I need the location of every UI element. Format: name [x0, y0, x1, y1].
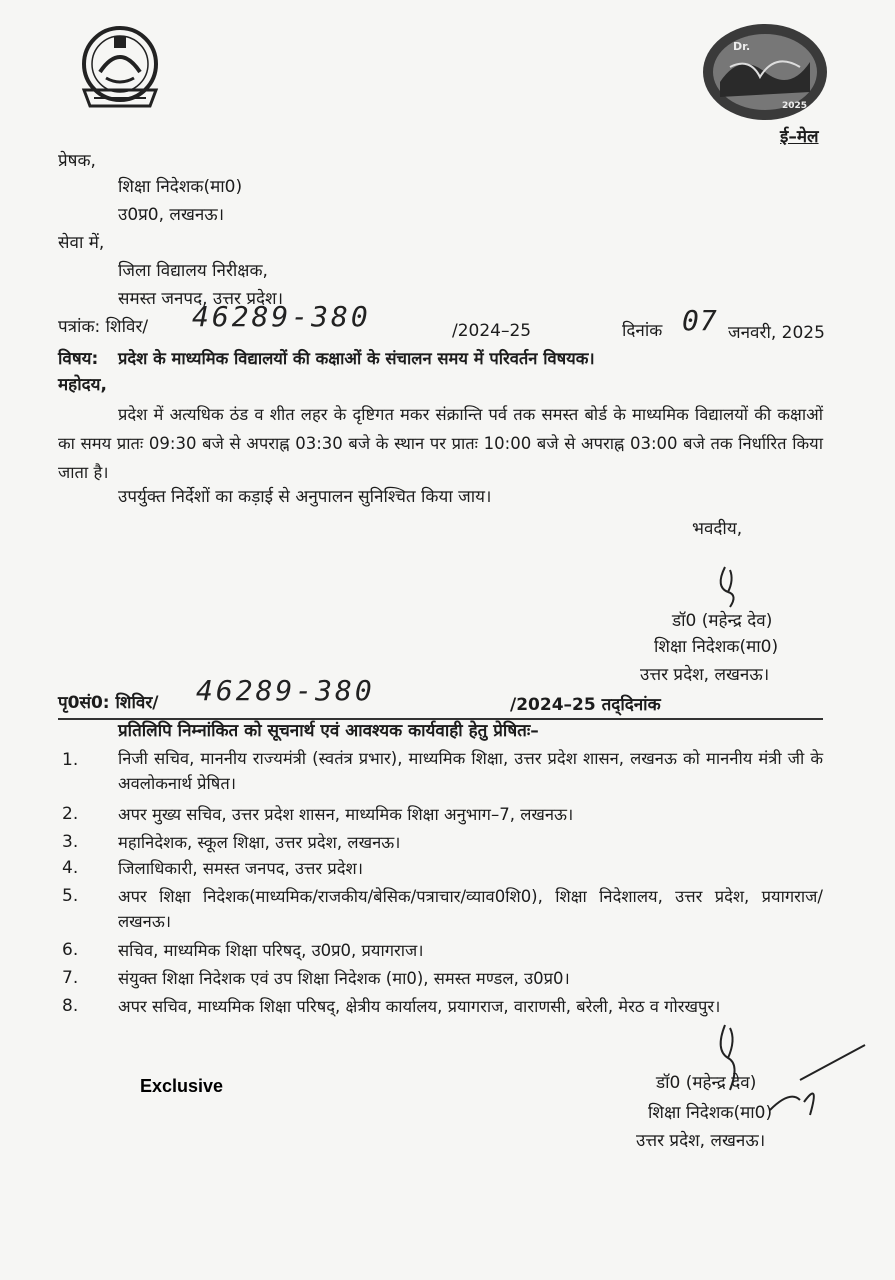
list-item-text: अपर मुख्य सचिव, उत्तर प्रदेश शासन, माध्यमिक शिक्षा अनुभाग–7, लखनऊ। [118, 805, 574, 824]
date-rest: जनवरी, 2025 [728, 323, 825, 343]
list-item-text: संयुक्त शिक्षा निदेशक एवं उप शिक्षा निदेशक (मा0), समस्त मण्डल, उ0प्र0। [118, 969, 570, 988]
date-label: दिनांक [622, 321, 663, 341]
date-day-handwritten: 07 [682, 304, 718, 337]
list-item-number: 5. [62, 886, 79, 906]
list-item-number: 1. [62, 750, 79, 770]
recipient-line1: जिला विद्यालय निरीक्षक, [118, 261, 268, 281]
endorsement-year-date: /2024–25 तद्‌दिनांक [510, 695, 661, 715]
signature-2-designation: शिक्षा निदेशक(मा0) [648, 1103, 773, 1123]
closing: भवदीय, [692, 519, 743, 539]
endorsement-intro: प्रतिलिपि निम्नांकित को सूचनार्थ एवं आवश्यक कार्यवाही हेतु प्रेषितः– [118, 721, 539, 741]
list-item-number: 2. [62, 804, 79, 824]
ref-label: पत्रांक: शिविर/ [58, 317, 149, 337]
signature-1-scribble-icon [700, 562, 760, 612]
list-item-text: निजी सचिव, माननीय राज्यमंत्री (स्वतंत्र प्रभार), माध्यमिक शिक्षा, उत्तर प्रदेश शासन, लखनऊ को माननीय मंत्री जी के अवलोकनार्थ प्रेषित। [118, 749, 823, 793]
endorsement-number-handwritten: 46289-380 [196, 674, 375, 707]
sender-line1: शिक्षा निदेशक(मा0) [118, 177, 243, 197]
salutation: महोदय, [58, 375, 107, 395]
seal-year-text: 2025 [782, 101, 808, 111]
list-item-number: 7. [62, 968, 79, 988]
sender-line2: उ0प्र0, लखनऊ। [118, 205, 225, 225]
list-item-text: सचिव, माध्यमिक शिक्षा परिषद्, उ0प्र0, प्रयागराज। [118, 941, 424, 960]
signature-1-designation: शिक्षा निदेशक(मा0) [654, 637, 779, 657]
list-item-text: जिलाधिकारी, समस्त जनपद, उत्तर प्रदेश। [118, 859, 364, 878]
signature-1-place: उत्तर प्रदेश, लखनऊ। [640, 665, 770, 685]
signature-1-name: डॉ0 (महेन्द्र देव) [672, 611, 773, 631]
recipient-label: सेवा में, [58, 233, 105, 253]
recipient-line2: समस्त जनपद, उत्तर प्रदेश। [118, 289, 284, 309]
body-paragraph-2: उपर्युक्त निर्देशों का कड़ाई से अनुपालन सुनिश्चित किया जाय। [118, 487, 492, 507]
list-item-text: अपर शिक्षा निदेशक(माध्यमिक/राजकीय/बेसिक/पत्राचार/व्याव0शि0), शिक्षा निदेशालय, उत्तर प्रदेश, प्रयागराज/लखनऊ। [118, 887, 823, 931]
list-item-number: 8. [62, 996, 79, 1016]
body-paragraph-1: प्रदेश में अत्यधिक ठंड व शीत लहर के दृष्टिगत मकर संक्रान्ति पर्व तक समस्त बोर्ड के माध्यमिक विद्यालयों की कक्षाओं का समय प्रातः 09:30 बजे से अपराह्न 03:30 बजे के स्थान पर प्रातः 10:00 बजे से अपराह्न 03:00 बजे तक निर्धारित किया जाता है। [58, 405, 823, 482]
sender-label: प्रेषक, [58, 151, 96, 171]
seal-dr-text: Dr. [733, 40, 751, 53]
director-seal-icon [700, 22, 830, 122]
emblem-logo-icon [70, 22, 170, 112]
subject-label: विषय: [58, 349, 99, 369]
subject-text: प्रदेश के माध्यमिक विद्यालयों की कक्षाओं के संचालन समय में परिवर्तन विषयक। [118, 349, 595, 368]
list-item-number: 4. [62, 858, 79, 878]
list-item-text: अपर सचिव, माध्यमिक शिक्षा परिषद्, क्षेत्रीय कार्यालय, प्रयागराज, वाराणसी, बरेली, मेरठ व गोरखपुर। [118, 997, 721, 1016]
ref-year: /2024–25 [452, 321, 532, 341]
signature-2-name: डॉ0 (महेन्द्र देव) [656, 1073, 757, 1093]
email-label: ई–मेल [780, 127, 819, 147]
exclusive-watermark: Exclusive [140, 1076, 224, 1096]
list-item-text: महानिदेशक, स्कूल शिक्षा, उत्तर प्रदेश, लखनऊ। [118, 833, 401, 852]
ref-number-handwritten: 46289-380 [192, 300, 371, 333]
signature-2-place: उत्तर प्रदेश, लखनऊ। [636, 1131, 766, 1151]
list-item-number: 6. [62, 940, 79, 960]
list-item-number: 3. [62, 832, 79, 852]
endorsement-label: पृ0सं0: शिविर/ [58, 693, 159, 713]
